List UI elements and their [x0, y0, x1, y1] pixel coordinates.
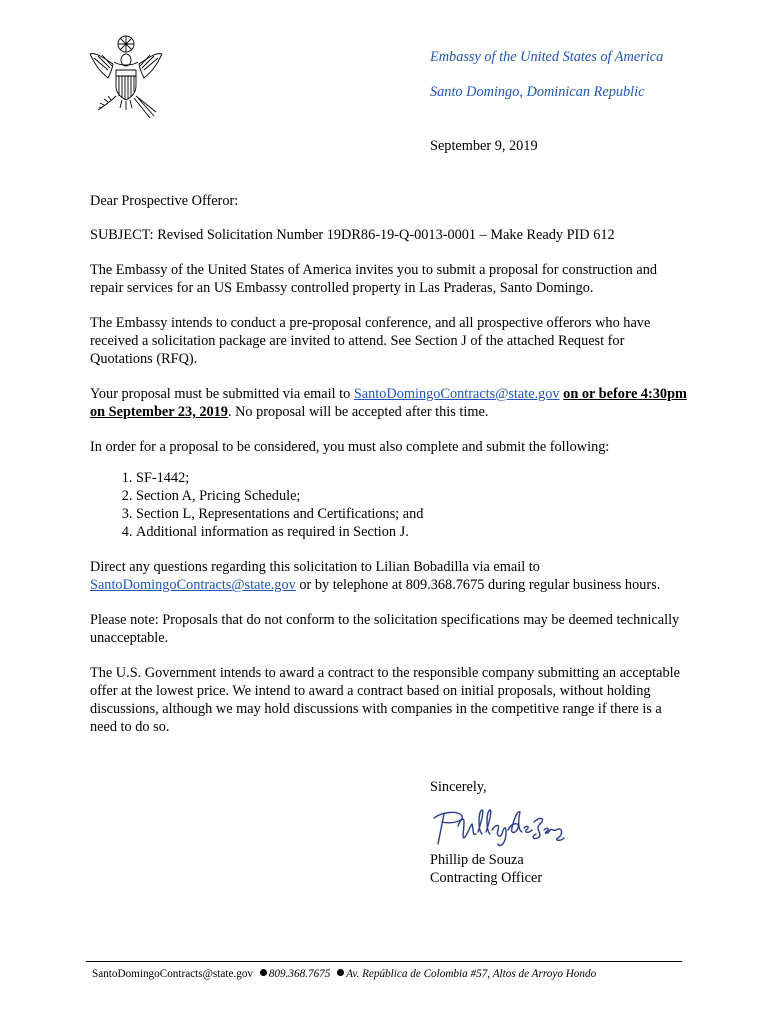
subject-line: SUBJECT: Revised Solicitation Number 19DR86-19-Q-0013-0001 – Make Ready PID 612 [90, 227, 615, 243]
contracts-email-link[interactable]: SantoDomingoContracts@state.gov [353, 386, 560, 402]
submission-deadline: on or before 4:30pm on September 23, 2019 [90, 386, 687, 420]
list-item: 1. SF-1442; [136, 469, 690, 487]
letter-body [90, 192, 690, 753]
signer-block [430, 851, 542, 887]
paragraph-note: Please note: Proposals that do not conform to the solicitation specifications may be deemed technically unacceptable. [90, 612, 680, 646]
list-item: 4. Additional information as required in Section J. [136, 523, 690, 541]
paragraph-submission [90, 385, 690, 421]
questions-suffix: or by telephone at 809.368.7675 during regular business hours. [295, 577, 661, 593]
letter-date: September 9, 2019 [430, 138, 538, 154]
handwritten-signature [428, 804, 568, 850]
closing: Sincerely, [430, 779, 487, 795]
questions-email-link[interactable]: SantoDomingoContracts@state.gov [90, 577, 296, 593]
questions-prefix: Direct any questions regarding this solicitation to Lilian Bobadilla via email to [90, 559, 540, 575]
bullet-icon [337, 969, 344, 976]
bullet-icon [260, 969, 267, 976]
footer-phone: 809.368.7675 [268, 968, 331, 980]
footer-email: SantoDomingoContracts@state.gov [92, 968, 254, 980]
submission-suffix: . No proposal will be accepted after this time. [227, 404, 489, 420]
list-item: 2. Section A, Pricing Schedule; [136, 487, 690, 505]
list-item: 3. Section L, Representations and Certifications; and [136, 505, 690, 523]
paragraph-questions [90, 558, 690, 594]
submission-prefix: Your proposal must be submitted via email to [90, 386, 354, 402]
great-seal-icon [86, 34, 166, 120]
signer-name: Phillip de Souza [430, 852, 524, 868]
embassy-location: Santo Domingo, Dominican Republic [430, 84, 645, 100]
footer [92, 965, 596, 983]
footer-divider [86, 961, 682, 962]
paragraph-award: The U.S. Government intends to award a contract to the responsible company submitting an acceptable offer at the lowest price. We intend to award a contract based on initial proposals, without holding discussions, although we may hold discussions with companies in the competitive range if there is a need to do so. [90, 665, 680, 735]
salutation: Dear Prospective Offeror: [90, 193, 239, 209]
footer-address: Av. República de Colombia #57, Altos de Arroyo Hondo [346, 968, 597, 980]
signer-title: Contracting Officer [430, 870, 543, 886]
paragraph-requirements-intro: In order for a proposal to be considered, you must also complete and submit the following: [90, 439, 610, 455]
paragraph-conference: The Embassy intends to conduct a pre-proposal conference, and all prospective offerors who have received a solicitation package are invited to attend. See Section J of the attached Request for Quotations (RFQ). [90, 315, 651, 367]
requirements-list [90, 469, 690, 541]
paragraph-invitation: The Embassy of the United States of America invites you to submit a proposal for construction and repair services for an US Embassy controlled property in Las Praderas, Santo Domingo. [90, 262, 657, 296]
embassy-name: Embassy of the United States of America [430, 49, 664, 65]
